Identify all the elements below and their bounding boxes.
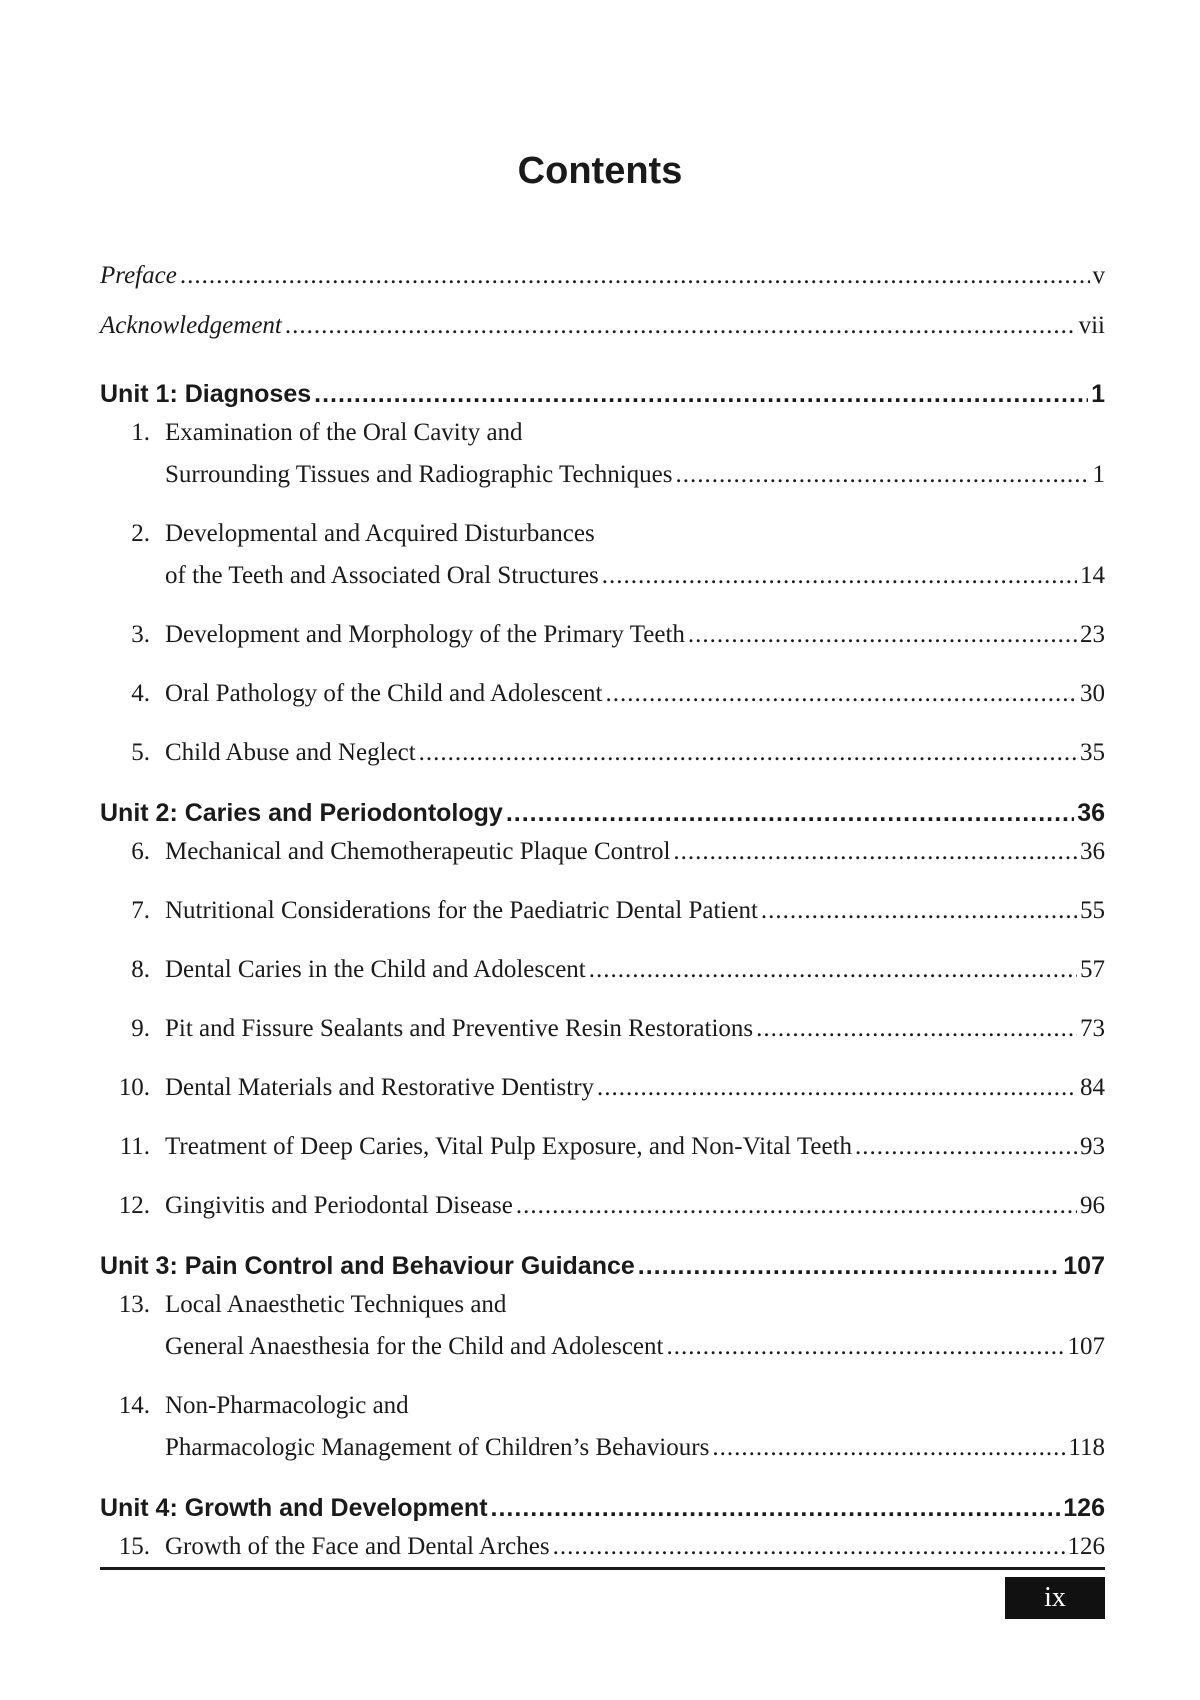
chapter-title: Developmental and Acquired Disturbances <box>165 520 595 547</box>
page-number: 57 <box>1080 956 1105 983</box>
page-number: 55 <box>1080 897 1105 924</box>
page-number: 35 <box>1080 739 1105 766</box>
entry-title: Preface <box>100 262 177 289</box>
page-number: 107 <box>1063 1252 1105 1280</box>
toc-entry-preface <box>100 262 1105 312</box>
chapter-entry <box>100 838 1105 880</box>
unit-heading <box>100 1494 1105 1523</box>
chapter-title: Gingivitis and Periodontal Disease <box>165 1192 513 1219</box>
chapter-title: Mechanical and Chemotherapeutic Plaque Control <box>165 838 671 865</box>
chapter-number: 1. <box>131 419 150 446</box>
page-number: 93 <box>1080 1133 1105 1160</box>
page-title: Contents <box>517 150 683 192</box>
chapter-title: Child Abuse and Neglect <box>165 739 416 766</box>
chapter-title: Oral Pathology of the Child and Adolescent <box>165 680 603 707</box>
chapter-entry <box>100 520 1105 604</box>
dot-leader <box>589 956 1077 984</box>
chapter-title-continued: Pharmacologic Management of Children’s Behaviours <box>165 1434 710 1461</box>
chapter-entry <box>100 621 1105 663</box>
page-number: 107 <box>1067 1333 1105 1360</box>
chapter-title: Pit and Fissure Sealants and Preventive Resin Restorations <box>165 1015 754 1042</box>
chapter-number: 4. <box>131 680 150 707</box>
page-number: v <box>1092 262 1105 289</box>
dot-leader <box>285 312 1076 340</box>
chapter-number: 14. <box>118 1392 150 1419</box>
unit-title: Unit 1: Diagnoses <box>100 380 312 408</box>
chapter-title-continued: of the Teeth and Associated Oral Structures <box>165 562 599 589</box>
chapter-entry <box>100 1192 1105 1234</box>
dot-leader <box>673 838 1077 866</box>
chapter-number: 2. <box>131 520 150 547</box>
chapter-title: Dental Materials and Restorative Dentistry <box>165 1074 595 1101</box>
chapter-number: 7. <box>131 897 150 924</box>
dot-leader <box>761 897 1077 925</box>
page-number: 30 <box>1080 680 1105 707</box>
dot-leader <box>491 1494 1061 1523</box>
dot-leader <box>605 680 1077 708</box>
chapter-number: 12. <box>118 1192 150 1219</box>
dot-leader <box>638 1252 1061 1281</box>
page-number: 1 <box>1092 461 1105 488</box>
footer-rule <box>100 1567 1105 1570</box>
chapter-number: 13. <box>118 1291 150 1318</box>
chapter-title-continued: General Anaesthesia for the Child and Adolescent <box>165 1333 664 1360</box>
page-number: vii <box>1078 312 1105 339</box>
page-folio: ix <box>1005 1577 1105 1619</box>
unit-heading <box>100 799 1105 828</box>
page-number: 14 <box>1080 562 1105 589</box>
chapter-number: 8. <box>131 956 150 983</box>
chapter-title: Examination of the Oral Cavity and <box>165 419 523 446</box>
unit-title: Unit 4: Growth and Development <box>100 1494 488 1522</box>
page-number: 36 <box>1077 799 1105 827</box>
page-number: 96 <box>1080 1192 1105 1219</box>
dot-leader <box>180 262 1090 290</box>
chapter-number: 3. <box>131 621 150 648</box>
chapter-title-continued: Surrounding Tissues and Radiographic Techniques <box>165 461 673 488</box>
dot-leader <box>314 380 1088 409</box>
page-number: 118 <box>1068 1434 1105 1461</box>
dot-leader <box>688 621 1077 649</box>
dot-leader <box>419 739 1077 767</box>
chapter-title: Local Anaesthetic Techniques and <box>165 1291 507 1318</box>
chapter-entry <box>100 680 1105 722</box>
chapter-entry <box>100 897 1105 939</box>
chapter-number: 6. <box>131 838 150 865</box>
page-number: 84 <box>1080 1074 1105 1101</box>
chapter-title: Dental Caries in the Child and Adolescent <box>165 956 586 983</box>
unit-heading <box>100 380 1105 409</box>
chapter-entry <box>100 1133 1105 1175</box>
chapter-title: Nutritional Considerations for the Paediatric Dental Patient <box>165 897 758 924</box>
dot-leader <box>597 1074 1077 1102</box>
dot-leader <box>675 461 1089 489</box>
chapter-entry <box>100 739 1105 781</box>
chapter-number: 9. <box>131 1015 150 1042</box>
entry-title: Acknowledgement <box>100 312 282 339</box>
dot-leader <box>666 1333 1064 1361</box>
page-number: 1 <box>1091 380 1105 408</box>
toc-entry-acknowledgement <box>100 312 1105 362</box>
page-number: 23 <box>1080 621 1105 648</box>
dot-leader <box>506 799 1074 828</box>
chapter-number: 10. <box>118 1074 150 1101</box>
unit-title: Unit 2: Caries and Periodontology <box>100 799 503 827</box>
page-number: 73 <box>1080 1015 1105 1042</box>
unit-heading <box>100 1252 1105 1281</box>
chapter-title: Growth of the Face and Dental Arches <box>165 1533 550 1560</box>
chapter-entry <box>100 1074 1105 1116</box>
table-of-contents <box>100 262 1105 1592</box>
dot-leader <box>602 562 1077 590</box>
dot-leader <box>712 1434 1065 1462</box>
chapter-entry <box>100 419 1105 503</box>
dot-leader <box>516 1192 1077 1220</box>
unit-title: Unit 3: Pain Control and Behaviour Guidance <box>100 1252 635 1280</box>
page-number: 126 <box>1063 1494 1105 1522</box>
chapter-entry <box>100 1015 1105 1057</box>
chapter-number: 15. <box>118 1533 150 1560</box>
chapter-entry <box>100 1291 1105 1375</box>
chapter-title: Non-Pharmacologic and <box>165 1392 409 1419</box>
dot-leader <box>553 1533 1065 1561</box>
page-number: 36 <box>1080 838 1105 865</box>
chapter-title: Development and Morphology of the Primary Teeth <box>165 621 685 648</box>
chapter-number: 5. <box>131 739 150 766</box>
chapter-entry <box>100 956 1105 998</box>
page-number: 126 <box>1067 1533 1105 1560</box>
dot-leader <box>756 1015 1077 1043</box>
chapter-number: 11. <box>119 1133 150 1160</box>
dot-leader <box>855 1133 1077 1161</box>
chapter-title: Treatment of Deep Caries, Vital Pulp Exposure, and Non-Vital Teeth <box>165 1133 853 1160</box>
chapter-entry <box>100 1392 1105 1476</box>
